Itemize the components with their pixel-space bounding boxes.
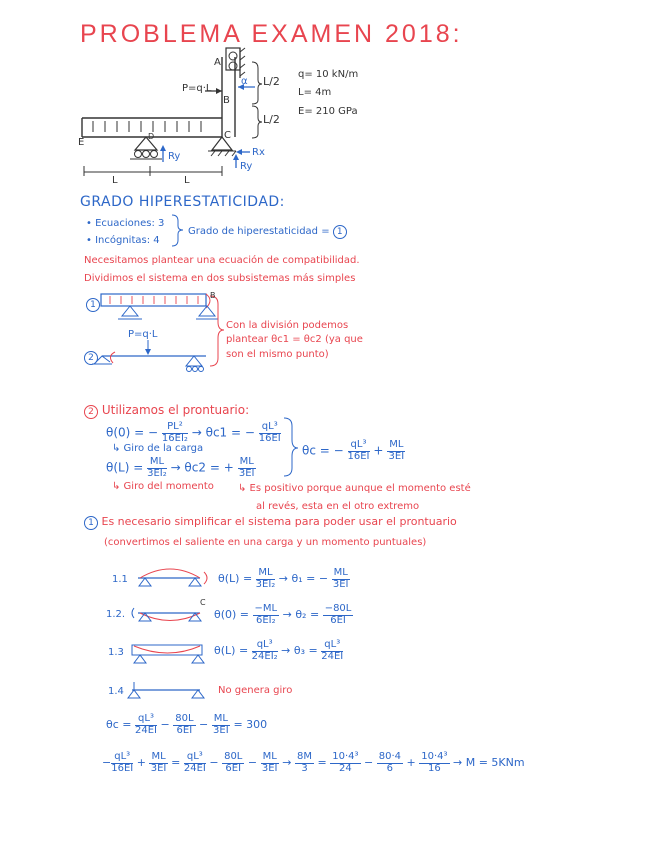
given-q: q= 10 kN/m: [298, 69, 359, 80]
grado-value-circle: 1: [333, 225, 347, 239]
grado-incognitas: • Incógnitas: 4: [86, 235, 160, 246]
red-note1: Necesitamos plantear una ecuación de compatibilidad.: [84, 255, 360, 266]
label-half2: L/2: [263, 113, 280, 126]
step1-heading2: (convertimos el saliente en una carga y un momento puntuales): [104, 537, 427, 548]
grado-ecuaciones: • Ecuaciones: 3: [86, 218, 165, 229]
row14-text: No genera giro: [218, 685, 293, 696]
given-e: E= 210 GPa: [298, 106, 358, 117]
row12-c-label: C: [200, 598, 206, 607]
label-l2: L: [184, 175, 190, 186]
sub1-number: 1: [86, 294, 100, 312]
sub-note1: Con la división podemos: [226, 320, 349, 331]
sum-equation: θc = $\frac{\text{qL³}}{24EI}$ − $\frac{80L}{6EI}$ − $\frac{ML}{3EI}$ = 300: [106, 713, 268, 736]
red-note2: Dividimos el sistema en dos subsistemas más simples: [84, 273, 356, 284]
row13-eq: θ(L) = $\frac{\text{qL³}}{\text{24EI₂}}$ → θ₃ = $\frac{\text{qL³}}{24EI}$: [214, 639, 344, 662]
step2-positivo2: al revés, esta en el otro extremo: [256, 501, 420, 512]
grado-text: Grado de hiperestaticidad = 1: [188, 225, 347, 239]
sub1-b-label: B: [210, 291, 216, 300]
row11-label: 1.1: [112, 574, 128, 585]
step2-eq2: θ(L) = $\frac{ML}{\text{3EI₂}}$ → θc2 = + $\frac{ML}{3EI}$: [106, 456, 255, 479]
given-l: L= 4m: [298, 87, 332, 98]
label-ry1: Ry: [168, 151, 181, 162]
step2-result: θc = − $\frac{\text{qL³}}{16EI}$ + $\frac{ML}{3EI}$: [302, 439, 405, 462]
step2-positivo1: ↳ Es positivo porque aunque el momento esté: [238, 483, 471, 494]
label-half1: L/2: [263, 75, 280, 88]
label-rx: Rx: [252, 147, 265, 158]
final-equation: − $\frac{\text{qL³}}{16EI}$ + $\frac{ML}{3EI}$ = $\frac{\text{qL³}}{24EI}$ − $\frac{80L}{6EI}$ − $\frac{ML}{3EI}$ → $\frac{8M}{3}$ = $\frac{\text{10·4³}}{24}$ − $\frac{80\cdot 4}{6}$ + $\frac{\text{10·4³}}{16}$ → M = 5KNm: [102, 751, 525, 774]
step2-heading: 2 Utilizamos el prontuario:: [84, 404, 249, 419]
row12-label: 1.2.: [106, 609, 126, 620]
label-force-p: P=q·L: [182, 83, 212, 94]
grado-heading: GRADO HIPERESTATICIDAD:: [80, 194, 285, 210]
sub-note3: son el mismo punto): [226, 349, 329, 360]
row11-eq: θ(L) = $\frac{ML}{\text{3EI₂}}$ → θ₁ = − $\frac{ML}{3EI}$: [218, 567, 349, 590]
step2-giro-momento: ↳ Giro del momento: [112, 481, 214, 492]
row12-eq: θ(0) = $\frac{-ML}{\text{6EI₂}}$ → θ₂ = $\frac{-80L}{6EI}$: [214, 603, 352, 626]
label-a: A: [214, 57, 221, 68]
step2-giro-carga: ↳ Giro de la carga: [112, 443, 204, 454]
sub2-number: 2: [84, 347, 98, 365]
label-c: C: [224, 130, 231, 141]
label-e: E: [78, 137, 85, 148]
step1-heading1: 1 Es necesario simplificar el sistema para poder usar el prontuario: [84, 516, 457, 530]
sub2-force: P=q·L: [128, 329, 158, 340]
label-d: D: [148, 132, 155, 141]
label-ry2: Ry: [240, 161, 253, 172]
label-b: B: [223, 95, 230, 106]
row13-label: 1.3: [108, 647, 124, 658]
page-title: PROBLEMA EXAMEN 2018:: [80, 20, 463, 48]
sub-note2: plantear θc1 = θc2 (ya que: [226, 334, 363, 345]
label-l1: L: [112, 175, 118, 186]
row14-label: 1.4: [108, 686, 124, 697]
step2-eq1: θ(0) = − $\frac{\text{PL²}}{\text{16EI₂}}$ → θc1 = − $\frac{\text{qL³}}{16EI}$: [106, 421, 281, 444]
label-alpha: α: [241, 76, 248, 87]
